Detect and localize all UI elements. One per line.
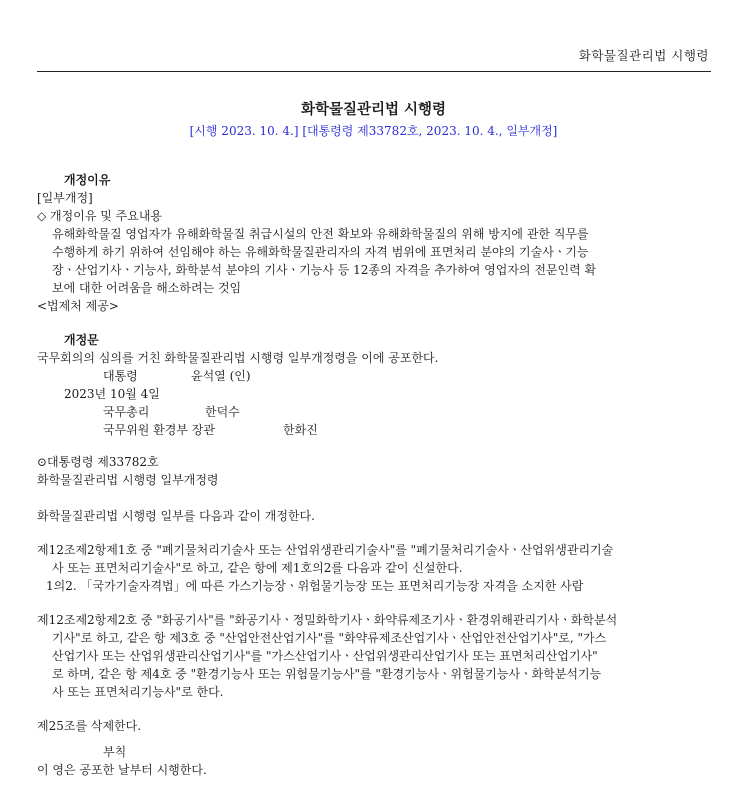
promulgation-intro: 국무회의의 심의를 거친 화학물질관리법 시행령 일부개정령을 이에 공포한다. [37,351,439,365]
amendment-line: 제12조제2항제1호 중 "폐기물처리기술사 또는 산업위생관리기술사"를 "폐기물처리기술사ㆍ산업위생관리기술 [37,543,614,557]
reason-source: <법제처 제공> [37,299,119,313]
amendment-line: 기사"로 하고, 같은 항 제3호 중 "산업안전산업기사"를 "화약류제조산업기사ㆍ산업안전산업기사"로, "가스 [52,631,607,645]
decree-number: ⊙대통령령 제33782호 [37,455,159,469]
addendum-heading: 부칙 [103,745,127,759]
amendment-line: 제12조제2항제2호 중 "화공기사"를 "화공기사ㆍ정밀화학기사ㆍ화약류제조기사ㆍ환경위해관리기사ㆍ화학분석 [37,613,618,627]
pm-name: 한덕수 [205,405,240,419]
decree-intro: 화학물질관리법 시행령 일부를 다음과 같이 개정한다. [37,509,315,523]
header-divider [37,71,711,72]
decree-name: 화학물질관리법 시행령 일부개정령 [37,473,219,487]
reason-body-line: 장ㆍ산업기사ㆍ기능사, 화학분석 분야의 기사ㆍ기능사 등 12종의 자격을 추가하여 영업자의 전문인력 확 [52,263,597,277]
president-title: 대통령 [103,369,138,383]
revision-type: [일부개정] [37,191,93,205]
minister-name: 한화진 [283,423,318,437]
minister-title: 국무위원 환경부 장관 [103,423,215,437]
law-title: 화학물질관리법 시행령 [300,102,447,118]
enforcement-info: [시행 2023. 10. 4.] [대통령령 제33782호, 2023. 10. 4., 일부개정] [189,124,558,138]
new-item-1-2: 1의2. 「국가기술자격법」에 따른 가스기능장ㆍ위험물기능장 또는 표면처리기능장 자격을 소지한 사람 [46,579,584,593]
reason-body-line: 보에 대한 어려움을 해소하려는 것임 [52,281,242,295]
promulgation-date: 2023년 10월 4일 [64,387,160,401]
amendment-line: 로 하며, 같은 항 제4호 중 "환경기능사 또는 위험물기능사"를 "환경기능사ㆍ위험물기능사ㆍ화학분석기능 [52,667,602,681]
running-header: 화학물질관리법 시행령 [578,48,709,63]
article-25-deletion: 제25조를 삭제한다. [37,719,142,733]
reason-bullet: ◇ 개정이유 및 주요내용 [37,209,163,223]
reason-body-line: 유해화학물질 영업자가 유해화학물질 취급시설의 안전 확보와 유해화학물질의 위해 방지에 관한 직무를 [52,227,589,241]
reason-body-line: 수행하게 하기 위하여 선임해야 하는 유해화학물질관리자의 자격 범위에 표면처리 분야의 기술사ㆍ기능 [52,245,589,259]
promulgation-heading: 개정문 [64,333,99,347]
president-name: 윤석열 (인) [191,369,251,383]
reason-heading: 개정이유 [64,173,111,187]
addendum-text: 이 영은 공포한 날부터 시행한다. [37,763,207,777]
amendment-line: 사 또는 표면처리기술사"로 하고, 같은 항에 제1호의2를 다음과 같이 신설한다. [52,561,463,575]
amendment-line: 산업기사 또는 산업위생관리산업기사"를 "가스산업기사ㆍ산업위생관리산업기사 또는 표면처리산업기사" [52,649,598,663]
amendment-line: 사 또는 표면처리기능사"로 한다. [52,685,224,699]
pm-title: 국무총리 [103,405,150,419]
